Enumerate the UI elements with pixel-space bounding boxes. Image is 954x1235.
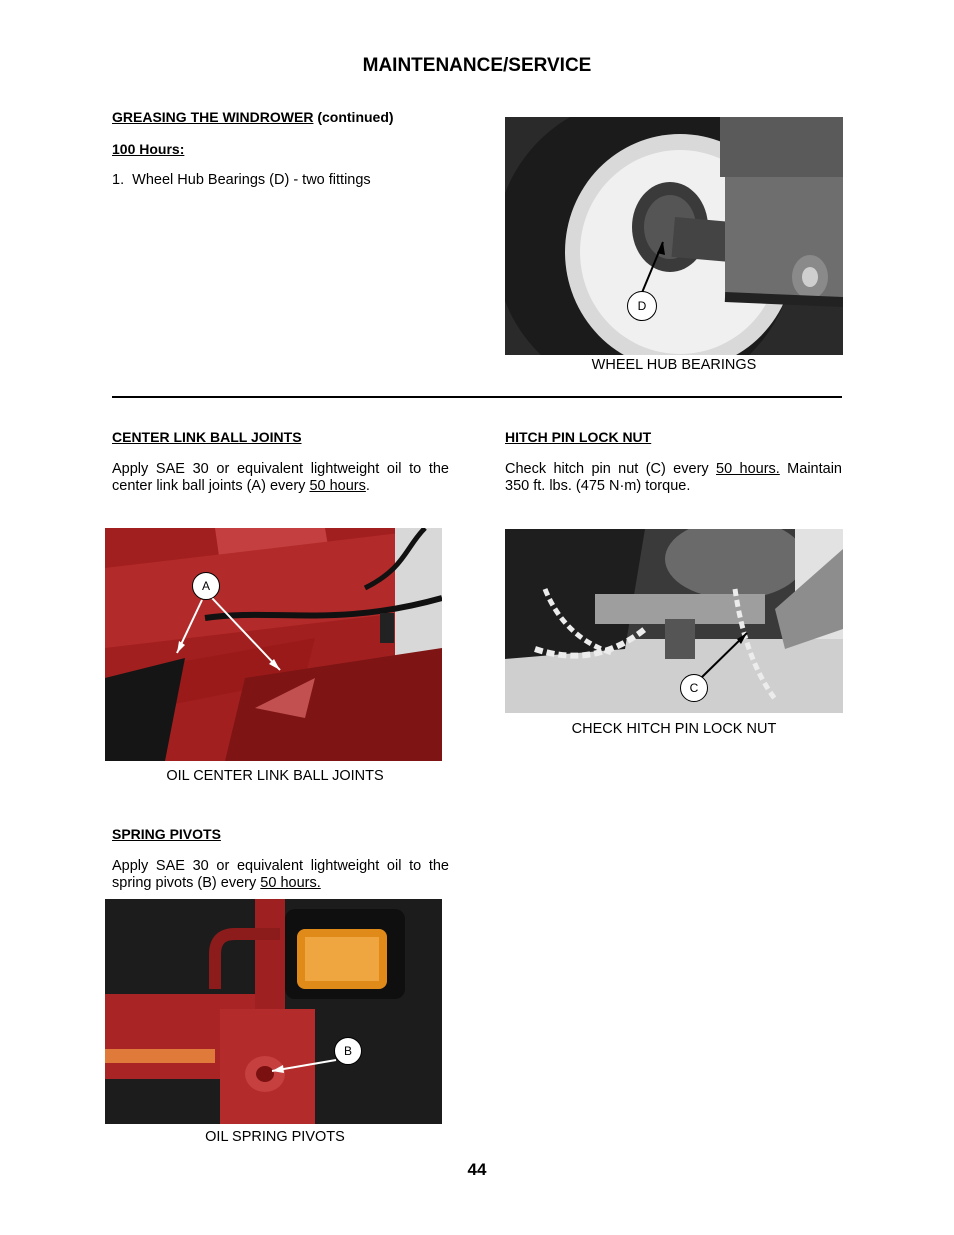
hitch-pin-caption: CHECK HITCH PIN LOCK NUT [571,721,777,737]
greasing-item-text: Wheel Hub Bearings (D) - two fittings [132,172,371,188]
hitch-pin-heading: HITCH PIN LOCK NUT [505,429,652,445]
greasing-item [112,172,371,189]
spring-pivots-interval-link: 50 hours. [260,875,321,891]
spring-pivots-caption: OIL SPRING PIVOTS [205,1129,345,1145]
spring-pivots-heading: SPRING PIVOTS [112,826,221,842]
greasing-heading [112,109,394,125]
hitch-pin-text-after: Maintain 350 ft. lbs. (475 N·m) torque. [505,461,842,494]
center-link-interval-link: 50 hours [309,478,366,494]
center-link-text [112,461,449,495]
spring-pivots-text-before: Apply SAE 30 or equivalent lightweight oil to the spring pivots (B) every [112,858,449,891]
spring-pivots-text [112,858,449,892]
center-link-caption: OIL CENTER LINK BALL JOINTS [166,768,384,784]
spring-pivots-photo [105,899,442,1124]
greasing-interval: 100 Hours: [112,141,185,157]
section-divider [112,396,842,398]
page-number: 44 [467,1160,487,1179]
greasing-heading-suffix: (continued) [313,109,394,125]
center-link-heading: CENTER LINK BALL JOINTS [112,429,302,445]
hitch-pin-photo [505,529,843,713]
center-link-text-before: Apply SAE 30 or equivalent lightweight oil to the center link ball joints (A) every [112,461,449,494]
callout-a-arrow-2 [212,598,280,670]
callout-a: A [192,572,220,600]
greasing-heading-title: GREASING THE WINDROWER [112,109,314,125]
hitch-pin-text-before: Check hitch pin nut (C) every [505,461,717,477]
wheel-hub-photo [505,117,843,355]
callout-d: D [627,291,657,321]
center-link-text-after: . [365,478,370,494]
page-title: MAINTENANCE/SERVICE [362,55,592,76]
center-link-photo [105,528,442,761]
greasing-item-number: 1. [112,172,125,188]
hitch-pin-interval-link: 50 hours. [716,461,780,477]
callout-b: B [334,1037,362,1065]
callout-c: C [680,674,708,702]
wheel-hub-caption: WHEEL HUB BEARINGS [591,357,757,373]
hitch-pin-text [505,461,842,495]
